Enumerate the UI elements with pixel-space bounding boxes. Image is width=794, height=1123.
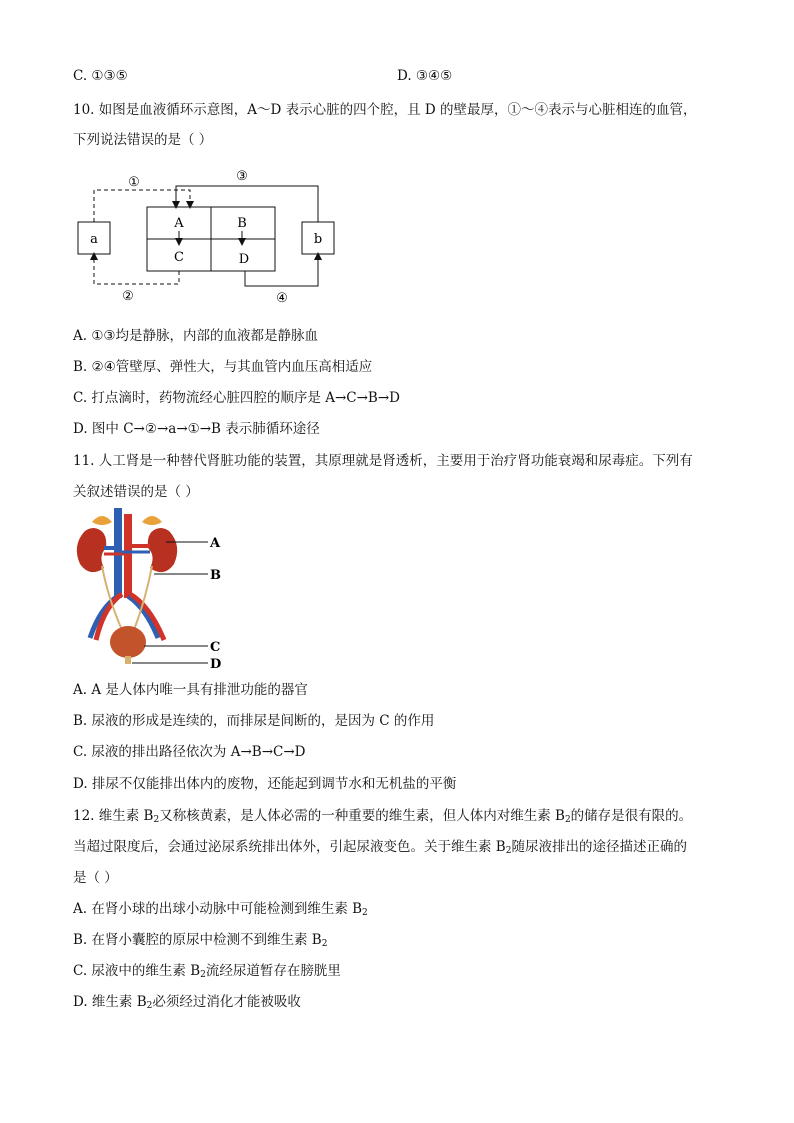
label-D: D — [210, 657, 222, 672]
aorta — [124, 514, 132, 598]
q11-stem-line2: 关叙述错误的是（ ） — [73, 484, 199, 500]
vessel-3 — [176, 186, 318, 222]
q10-option-b: B. ②④管壁厚、弹性大，与其血管内血压高相适应 — [73, 359, 373, 375]
q10-option-c: C. 打点滴时，药物流经心脏四腔的顺序是 A→C→B→D — [73, 390, 400, 406]
right-kidney — [148, 528, 177, 572]
q12-stem-line2: 当超过限度后，会通过泌尿系统排出体外，引起尿液变色。关于维生素 $B_2$随尿液排出的途径描述正确的 — [73, 839, 687, 856]
q11-option-a: A. A 是人体内唯一具有排泄功能的器官 — [73, 682, 308, 698]
q10-option-a: A. ①③均是静脉，内部的血液都是静脉血 — [73, 328, 319, 344]
chamber-D: D — [238, 252, 250, 267]
label-A: A — [210, 536, 221, 551]
label-C: C — [210, 640, 221, 655]
label-vessel-2: ② — [122, 289, 134, 304]
label-B: B — [210, 568, 221, 583]
vessel-2 — [94, 256, 179, 284]
q10-stem-line2: 下列说法错误的是（ ） — [73, 132, 213, 148]
q11-option-c: C. 尿液的排出路径依次为 A→B→C→D — [73, 744, 306, 760]
label-a: a — [90, 232, 98, 247]
q12-stem-line1: 12. 维生素 $B_2$又称核黄素，是人体必需的一种重要的维生素，但人体内对维生素 $B_2$的储存是很有限的。 — [73, 808, 693, 825]
q12-option-c: C. 尿液中的维生素 $B_2$流经尿道暂存在膀胱里 — [73, 963, 341, 980]
blood-circulation-diagram — [70, 160, 350, 310]
left-adrenal-gland — [92, 516, 112, 525]
q12-option-a: A. 在肾小球的出球小动脉中可能检测到维生素 $B_2$ — [73, 901, 368, 918]
urinary-system-illustration — [70, 508, 230, 673]
q11-stem-line1: 11. 人工肾是一种替代肾脏功能的装置，其原理就是肾透析，主要用于治疗肾功能衰竭和尿毒症。下列有 — [73, 453, 693, 469]
q9-option-d: D. ③④⑤ — [397, 68, 453, 84]
right-adrenal-gland — [142, 516, 162, 525]
urethra — [125, 656, 131, 664]
q10-option-d: D. 图中 C→②→a→①→B 表示肺循环途径 — [73, 421, 320, 437]
chamber-C: C — [174, 250, 184, 265]
q12-option-d: D. 维生素 $B_2$必须经过消化才能被吸收 — [73, 994, 301, 1011]
label-vessel-3: ③ — [236, 169, 248, 184]
q10-stem-line1: 10. 如图是血液循环示意图，A～D 表示心脏的四个腔，且 D 的壁最厚，①～④表示与心脏相连的血管， — [73, 102, 697, 118]
bladder — [110, 626, 146, 658]
label-vessel-1: ① — [128, 175, 140, 190]
q11-option-b: B. 尿液的形成是连续的，而排尿是间断的，是因为 C 的作用 — [73, 713, 435, 729]
q12-stem-line3: 是（ ） — [73, 870, 118, 886]
chamber-A: A — [174, 216, 184, 231]
label-vessel-4: ④ — [276, 291, 288, 306]
chamber-B: B — [237, 216, 247, 231]
q9-option-c: C. ①③⑤ — [73, 68, 128, 84]
label-b: b — [313, 232, 323, 247]
left-kidney — [77, 528, 106, 572]
q12-option-b: B. 在肾小囊腔的原尿中检测不到维生素 $B_2$ — [73, 932, 328, 949]
q11-option-d: D. 排尿不仅能排出体内的废物，还能起到调节水和无机盐的平衡 — [73, 776, 457, 792]
